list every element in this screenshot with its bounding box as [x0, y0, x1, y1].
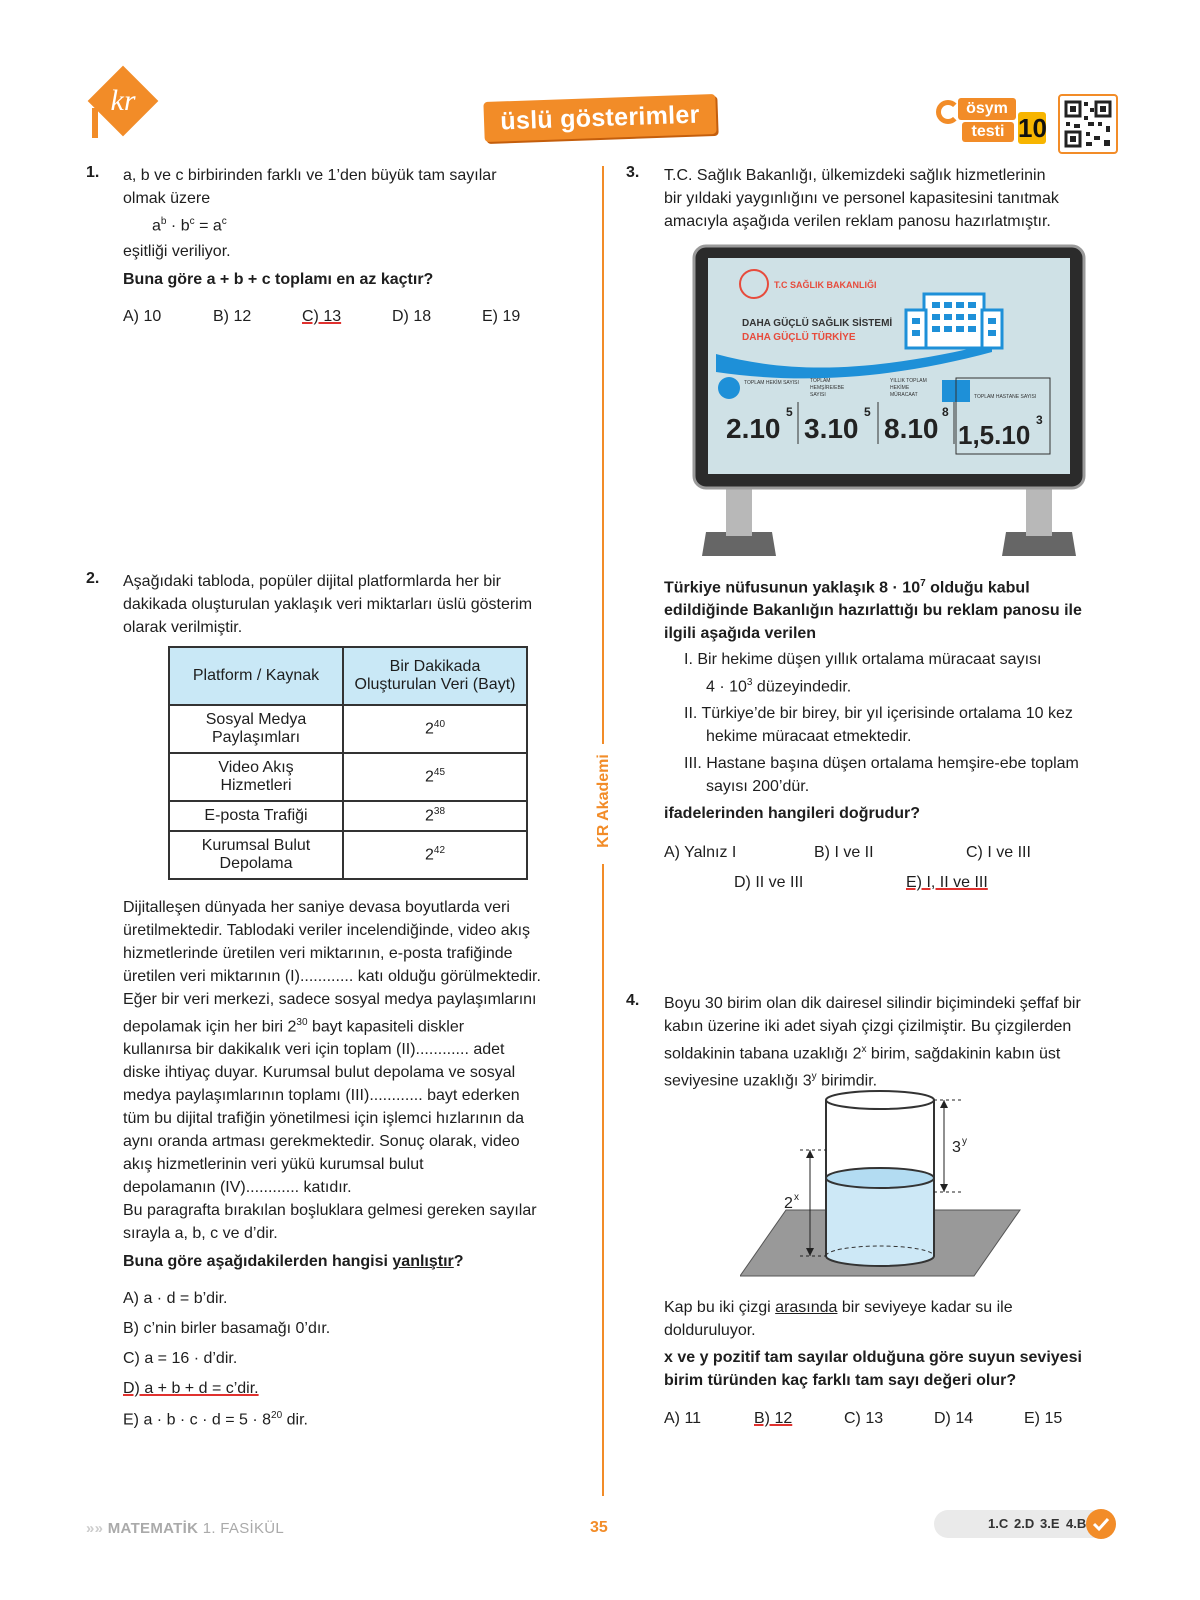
eq-exp: b [160, 216, 167, 227]
cell-base: 2 [424, 768, 434, 786]
intro-text: birim, sağdakinin kabın üst [866, 1045, 1061, 1063]
fig-label-left: 2 [784, 1195, 793, 1212]
cell-line: Hizmetleri [220, 777, 292, 794]
fig-label-left-exp: x [794, 1192, 799, 1203]
table-header-data-line: Bir Dakikada [389, 658, 481, 675]
para-line: Dijitalleşen dünyada her saniye devasa boyutlarda veri [123, 899, 510, 916]
eq-term: a [152, 217, 161, 235]
q3-intro-line: amacıyla aşağıda verilen reklam panosu hazırlatmıştır. [664, 213, 1051, 230]
q4-intro [664, 992, 1144, 1093]
cell-exp: 40 [433, 719, 446, 731]
table-cell-value [343, 831, 527, 879]
intro-exp: y [811, 1071, 817, 1083]
table-header-data [343, 647, 527, 705]
q2-option-c[interactable]: C) a = 16 · d’dir. [123, 1350, 238, 1367]
cell-exp: 45 [433, 767, 446, 779]
fig-label-right-exp: y [962, 1136, 967, 1147]
qr-code-icon[interactable] [1058, 94, 1118, 154]
option-text: E) a · b · c · d = 5 · 8 [123, 1411, 272, 1429]
q3-intro-line: bir yıldaki yaygınlığını ve personel kapasitesini tanıtmak [664, 190, 1059, 207]
q3-number: 3. [626, 164, 640, 181]
billboard-label3: YILLIK TOPLAM [890, 378, 927, 384]
q3-option-e[interactable]: E) I, II ve III [906, 874, 988, 891]
cell-exp: 38 [433, 806, 446, 818]
q1-equation [152, 210, 227, 237]
q1-intro [123, 164, 563, 210]
intro-text: seviyesine uzaklığı 3 [664, 1072, 812, 1090]
statement-line: sayısı 200’dür. [706, 778, 810, 796]
q3-option-c[interactable]: C) I ve III [966, 844, 1031, 861]
answer-key-item: 2.D [1014, 1516, 1035, 1531]
billboard-exp3: 8 [942, 405, 949, 419]
answer-key-item: 3.E [1040, 1516, 1060, 1531]
para-line: aynı oranda artması gerekmektedir. Sonuç olarak, video [123, 1133, 520, 1151]
text-part: Kap bu iki çizgi [664, 1299, 776, 1316]
osym-badge-bottom: testi [962, 122, 1014, 142]
osym-badge-top: ösym [958, 98, 1016, 120]
text-part: bir seviyeye kadar su ile [837, 1299, 1013, 1316]
para-line: akış hizmetlerinin veri yükü kurumsal bulut [123, 1156, 424, 1174]
q3-statements [684, 648, 1134, 798]
billboard-exp1: 5 [786, 405, 793, 419]
lead-text: Türkiye nüfusunun yaklaşık 8 · 10 [664, 579, 921, 597]
q4-intro-line [664, 1065, 1144, 1092]
q3-question: ifadelerinden hangileri doğrudur? [664, 805, 921, 822]
side-label-text: KR Akademi [595, 754, 612, 848]
eq-exp: c [221, 216, 227, 227]
q2-option-d[interactable]: D) a + b + d = c’dir. [123, 1380, 259, 1397]
answer-key [934, 1510, 1116, 1538]
eq-op: = [199, 217, 209, 235]
table-row [169, 705, 527, 753]
q4-number: 4. [626, 992, 640, 1009]
q4-option-d[interactable]: D) 14 [934, 1410, 974, 1427]
table-cell-name [169, 705, 343, 753]
q4-intro-line [664, 1038, 1144, 1065]
q3-option-b[interactable]: B) I ve II [814, 844, 874, 861]
q2-paragraph [123, 896, 593, 1199]
q4-text-line: dolduruluyor. [664, 1322, 756, 1339]
answer-key-item: 4.B [1066, 1516, 1087, 1531]
table-cell-name [169, 753, 343, 801]
table-header-data-line: Oluşturulan Veri (Bayt) [354, 676, 516, 693]
para-line: üretilmektedir. Tablodaki veriler incelendiğinde, video akış [123, 922, 531, 939]
q4-question-line: x ve y pozitif tam sayılar olduğuna göre suyun seviyesi [664, 1349, 1082, 1366]
statement-exp: 3 [746, 677, 753, 688]
statement-line: hekime müracaat etmektedir. [706, 728, 912, 746]
para-line: tüm bu dijital trafiğin yönetilmesi için işlemci hızlarının da [123, 1110, 525, 1128]
cell-base: 2 [424, 807, 434, 825]
statement-line: I. Bir hekime düşen yıllık ortalama müracaat sayısı [684, 651, 1042, 668]
q1-question: Buna göre a + b + c toplamı en az kaçtır? [123, 271, 434, 288]
osym-icon [936, 100, 960, 124]
q3-lead [664, 572, 1144, 645]
q1-option-e[interactable]: E) 19 [482, 308, 521, 325]
q4-intro-line: kabın üzerine iki adet siyah çizgi çizilmiştir. Bu çizgilerden [664, 1018, 1072, 1035]
billboard-value4: 1,5.10 [958, 420, 1031, 450]
para-exp: 30 [296, 1017, 308, 1028]
cell-line: Video Akış [218, 759, 294, 776]
q3-intro [664, 164, 1134, 233]
cell-line: Depolama [219, 855, 293, 872]
question-emphasis: yanlıştır [392, 1253, 454, 1270]
q2-intro-line: olarak verilmiştir. [123, 619, 243, 636]
table-cell-value [343, 753, 527, 801]
footer-subject-text: MATEMATİK [107, 1520, 199, 1537]
q4-option-c[interactable]: C) 13 [844, 1410, 884, 1427]
q1-number: 1. [86, 164, 100, 181]
intro-text: birimdir. [816, 1072, 878, 1090]
q3-option-d[interactable]: D) II ve III [734, 874, 804, 891]
table-cell-value [343, 705, 527, 753]
q1-option-d[interactable]: D) 18 [392, 308, 432, 325]
q2-table [168, 646, 528, 880]
q4-option-b[interactable]: B) 12 [754, 1410, 793, 1427]
q4-intro-line: Boyu 30 birim olan dik dairesel silindir biçimindeki şeffaf bir [664, 995, 1081, 1012]
billboard-slogan2: DAHA GÜÇLÜ TÜRKİYE [742, 332, 856, 343]
eq-term: a [212, 217, 222, 235]
table-row [169, 753, 527, 801]
q1-line1: a, b ve c birbirinden farklı ve 1’den büyük tam sayılar [123, 167, 497, 184]
para-text: bayt kapasiteli diskler [307, 1018, 465, 1036]
billboard-label1: TOPLAM HEKİM SAYISI [744, 380, 799, 386]
q2-option-e[interactable] [123, 1410, 308, 1429]
osym-badge [936, 98, 1054, 146]
q1-option-b[interactable]: B) 12 [213, 308, 252, 325]
intro-exp: x [861, 1044, 867, 1055]
para-line: sırayla a, b, c ve d’dir. [123, 1225, 278, 1242]
billboard-label2: SAYISI [810, 392, 826, 398]
page-title: üslü gösterimler [483, 94, 716, 142]
billboard-label3: HEKİME [890, 385, 910, 391]
billboard-ministry: T.C SAĞLIK BAKANLIĞI [774, 280, 877, 290]
billboard-label4: TOPLAM HASTANE SAYISI [974, 394, 1037, 400]
answer-key-item: 1.C [988, 1516, 1009, 1531]
footer-fascicle: 1. FASİKÜL [202, 1520, 285, 1537]
billboard-value2: 3.10 [804, 413, 859, 444]
q2-option-b[interactable]: B) c’nin birler basamağı 0’dır. [123, 1320, 331, 1337]
lead-exp: 7 [920, 578, 926, 589]
eq-term: b [180, 217, 190, 235]
cell-base: 2 [424, 846, 434, 864]
q3-option-a[interactable]: A) Yalnız I [664, 844, 737, 861]
cell-base: 2 [424, 720, 434, 738]
billboard-label3: MÜRACAAT [890, 392, 918, 398]
statement-line: II. Türkiye’de bir birey, bir yıl içerisinde ortalama 10 kez [684, 705, 1073, 723]
para-line: depolamanın (IV)............ katıdır. [123, 1179, 352, 1197]
table-header-row [169, 647, 527, 705]
q1-option-c[interactable]: C) 13 [302, 308, 342, 325]
billboard-slogan1: DAHA GÜÇLÜ SAĞLIK SİSTEMİ [742, 318, 893, 329]
q3-lead-line: edildiğinde Bakanlığın hazırlattığı bu reklam panosu ile [664, 602, 1082, 620]
side-label [588, 744, 618, 864]
option-exp: 20 [271, 1410, 283, 1421]
footer-arrows-icon: »» [86, 1520, 104, 1537]
kr-logo [86, 64, 164, 142]
table-header-platform: Platform / Kaynak [169, 647, 343, 705]
cell-line: Paylaşımları [211, 729, 301, 746]
eq-op: · [170, 217, 177, 235]
q3-intro-line: T.C. Sağlık Bakanlığı, ülkemizdeki sağlık hizmetlerinin [664, 167, 1046, 184]
table-cell-value [343, 801, 527, 831]
billboard-value1: 2.10 [726, 413, 781, 444]
billboard-exp4: 3 [1036, 413, 1043, 427]
para-line [123, 1011, 593, 1038]
q2-intro-line: dakikada oluşturulan yaklaşık veri miktarları üslü gösterim [123, 596, 533, 613]
page-number: 35 [590, 1519, 608, 1536]
para-line: diske ihtiyaç duyar. Kurumsal bulut depolama ve sosyal [123, 1064, 516, 1082]
footer-subject [86, 1520, 284, 1537]
q3-lead-line: ilgili aşağıda verilen [664, 625, 817, 643]
option-text: dir. [282, 1411, 308, 1429]
q1-line2: olmak üzere [123, 190, 211, 207]
para-text: depolamak için her biri 2 [123, 1018, 297, 1036]
q1-line3: eşitliği veriliyor. [123, 243, 231, 260]
q2-paragraph2 [123, 1199, 593, 1245]
q2-intro [123, 570, 583, 639]
question-text: ? [453, 1253, 464, 1270]
table-cell-name [169, 831, 343, 879]
q2-question [123, 1250, 464, 1273]
lead-text: olduğu kabul [925, 579, 1030, 597]
q2-option-a[interactable]: A) a · d = b’dir. [123, 1290, 228, 1307]
billboard-exp2: 5 [864, 405, 871, 419]
cylinder-figure [740, 1090, 1030, 1280]
para-line: medya paylaşımlarının toplamı (III)............ bayt ederken [123, 1087, 520, 1105]
table-cell-name: E-posta Trafiği [169, 801, 343, 831]
para-line: Eğer bir veri merkezi, sadece sosyal medya paylaşımlarını [123, 991, 537, 1008]
q4-text [664, 1296, 1144, 1342]
billboard-label2: HEMŞİRE/EBE [810, 385, 845, 391]
logo-text: kr [110, 84, 136, 117]
table-row [169, 831, 527, 879]
q4-text-line [664, 1296, 1144, 1319]
question-text: Buna göre aşağıdakilerden hangisi [123, 1253, 393, 1270]
statement-line: III. Hastane başına düşen ortalama hemşire-ebe toplam [684, 755, 1079, 773]
billboard-figure [692, 244, 1086, 556]
q2-intro-line: Aşağıdaki tabloda, popüler dijital platformlarda her bir [123, 573, 501, 590]
check-icon [1086, 1509, 1116, 1539]
q4-question [664, 1346, 1144, 1392]
para-line: kullanırsa bir dakikalık veri için toplam (II)............ adet [123, 1041, 505, 1059]
billboard-value3: 8.10 [884, 413, 939, 444]
cell-line: Kurumsal Bulut [201, 837, 311, 854]
q4-option-a[interactable]: A) 11 [664, 1410, 702, 1427]
para-line: Bu paragrafta bırakılan boşluklara gelmesi gereken sayılar [123, 1202, 537, 1219]
para-line: üretilen veri miktarının (I)............ katı olduğu görülmektedir. [123, 968, 541, 985]
billboard-label2: TOPLAM [810, 378, 831, 384]
cell-exp: 42 [433, 845, 446, 857]
cell-line: Sosyal Medya [205, 711, 307, 728]
q4-option-e[interactable]: E) 15 [1024, 1410, 1063, 1427]
statement-line [684, 671, 1134, 698]
text-emphasis: arasında [775, 1299, 838, 1316]
q4-question-line: birim türünden kaç farklı tam sayı değeri olur? [664, 1372, 1017, 1389]
intro-text: soldakinin tabana uzaklığı 2 [664, 1045, 862, 1063]
q1-option-a[interactable]: A) 10 [123, 308, 162, 325]
eq-exp: c [189, 216, 195, 227]
fig-label-right: 3 [952, 1139, 961, 1156]
table-row [169, 801, 527, 831]
q2-number: 2. [86, 570, 100, 587]
para-line: hizmetlerinde üretilen veri miktarının, e-posta trafiğinde [123, 945, 513, 962]
osym-badge-number: 10 [1018, 113, 1047, 143]
statement-text: düzeyindedir. [752, 678, 852, 696]
q3-lead-line [664, 572, 1144, 599]
statement-text: 4 · 10 [706, 678, 747, 696]
